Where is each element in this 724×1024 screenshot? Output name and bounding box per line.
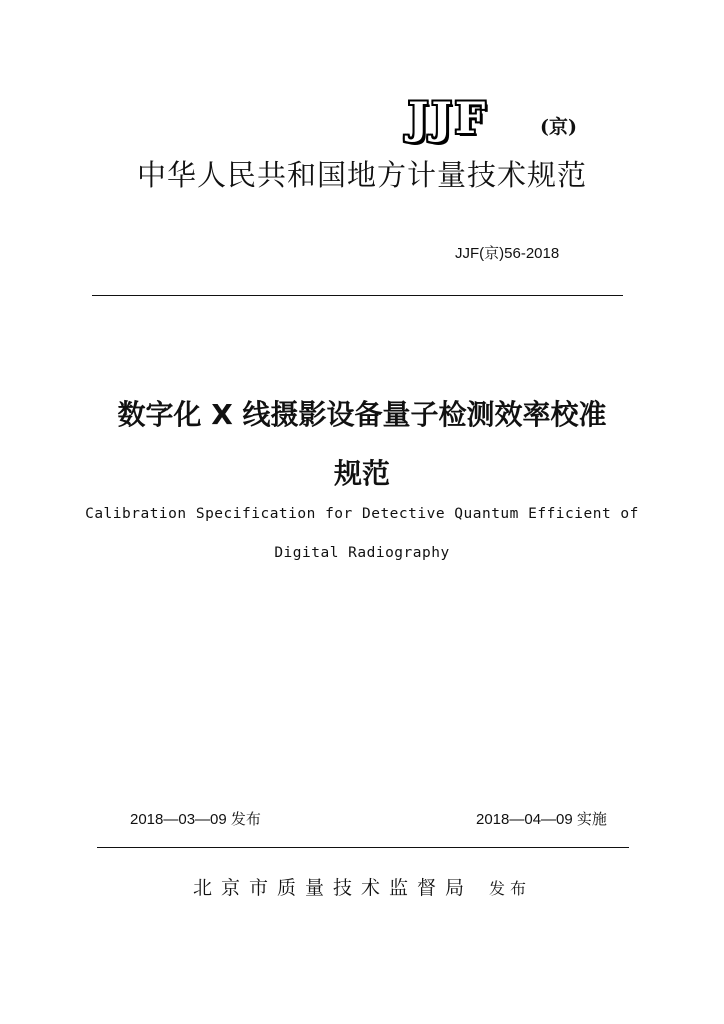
masthead-title: 中华人民共和国地方计量技术规范 — [136, 158, 587, 192]
publish-label: 发布 — [489, 879, 532, 898]
logo-region-suffix: (京) — [540, 116, 577, 138]
title-chinese-line-2: 规范 — [333, 457, 390, 490]
title-english-line-1: Calibration Specification for Detective Quantum Efficient of — [85, 506, 639, 522]
logo-jjf: JJF — [408, 94, 489, 144]
bottom-divider — [97, 847, 629, 848]
issue-date: 2018—03—09 发布 — [130, 811, 261, 828]
title-english-line-2: Digital Radiography — [274, 545, 450, 561]
top-divider — [92, 295, 623, 296]
title-chinese-line-1: 数字化 X 线摄影设备量子检测效率校准 — [117, 398, 607, 431]
implementation-date: 2018—04—09 实施 — [476, 811, 607, 828]
standard-number: JJF(京)56-2018 — [455, 245, 560, 262]
issuer-line — [0, 873, 724, 900]
standard-logo — [400, 92, 700, 144]
issuing-authority: 北京市质量技术监督局 — [192, 877, 473, 899]
